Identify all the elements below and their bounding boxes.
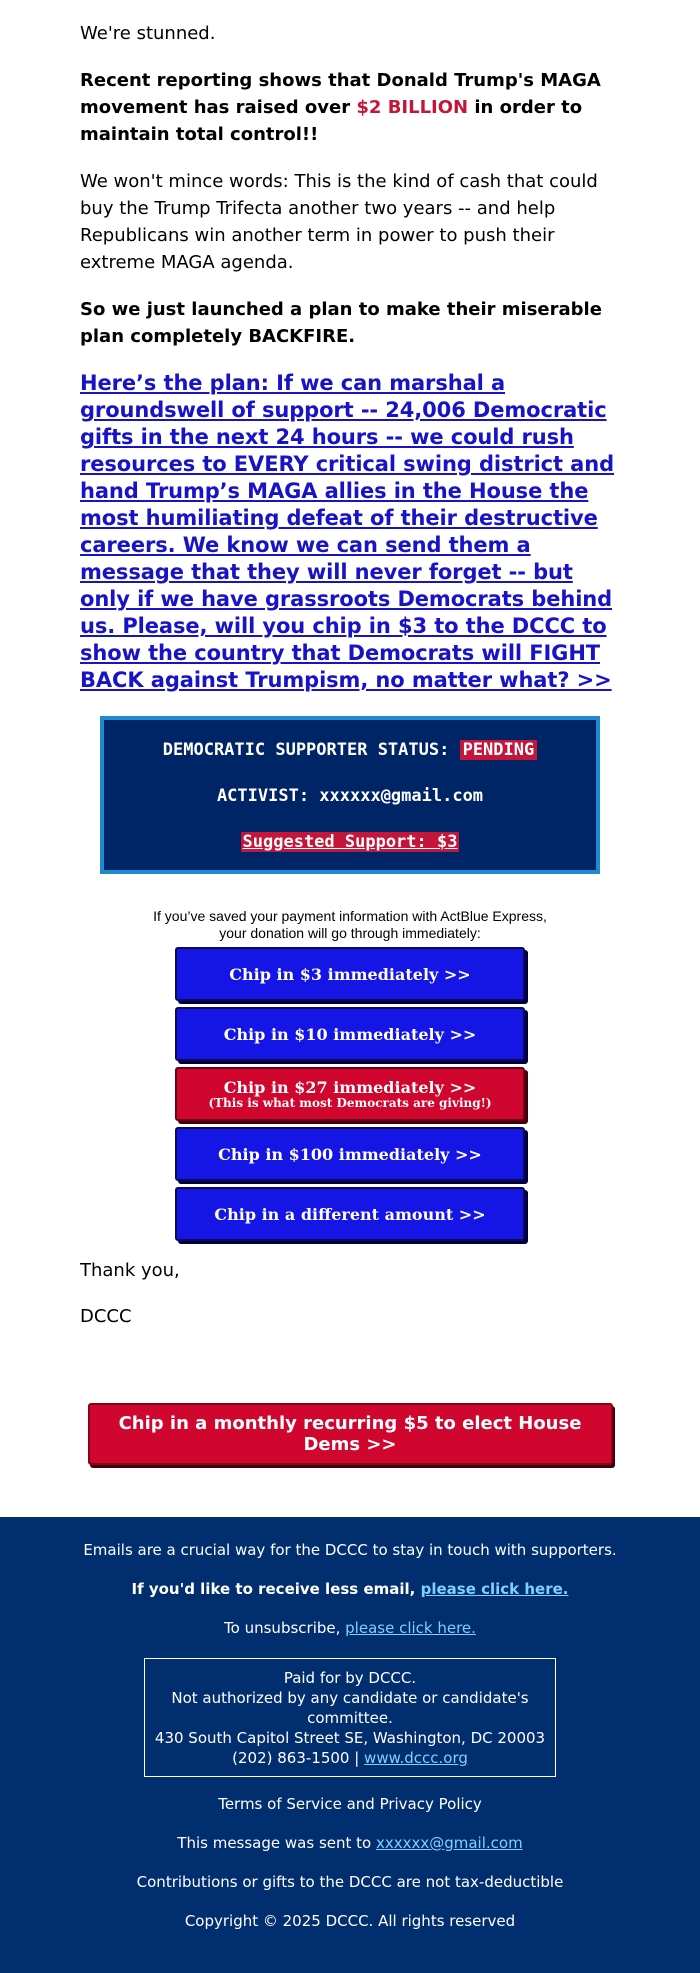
reporting-paragraph	[80, 67, 620, 148]
intro-line: We're stunned.	[80, 23, 216, 44]
chip-other-button[interactable]	[175, 1187, 525, 1241]
amount-highlight: $2 BILLION	[356, 97, 469, 118]
address: 430 South Capitol Street SE, Washington, DC 20003	[154, 1729, 546, 1747]
not-authorized: Not authorized by any candidate or candidate's committee.	[171, 1689, 529, 1727]
activist-line: ACTIVIST: xxxxxx@gmail.com	[216, 786, 484, 806]
chip-100-button[interactable]	[175, 1127, 525, 1181]
chip-3-label: Chip in $3 immediately >>	[229, 964, 471, 984]
signoff	[80, 1257, 620, 1330]
footer-intro: Emails are a crucial way for the DCCC to stay in touch with supporters.	[83, 1541, 617, 1559]
signoff-name: DCCC	[80, 1306, 132, 1327]
actblue-note-line1: If you’ve saved your payment information with ActBlue Express,	[153, 908, 547, 924]
unsubscribe-text: To unsubscribe,	[224, 1619, 346, 1637]
status-label: DEMOCRATIC SUPPORTER STATUS:	[162, 740, 460, 760]
status-line	[114, 738, 586, 762]
sent-to-text: This message was sent to	[177, 1834, 376, 1852]
phone-site-row	[151, 1748, 549, 1768]
chip-other-label: Chip in a different amount >>	[214, 1204, 486, 1224]
site-link[interactable]: www.dccc.org	[364, 1749, 468, 1767]
suggested-line	[114, 830, 586, 854]
plan-donate-link[interactable]: Here’s the plan: If we can marshal a groundswell of support -- 24,006 Democratic gifts in the next 24 hours -- we could rush resources to EVERY critical swing district and hand Trump’s MAGA allies in the House the most humiliating defeat of their destructive careers. We know we can send them a message that they will never forget -- but only if we have grassroots Democrats behind us. Please, will you chip in $3 to the DCCC to show the country that Democrats will FIGHT BACK against Trumpism, no matter what? >>	[80, 371, 615, 692]
chip-100-label: Chip in $100 immediately >>	[218, 1144, 482, 1164]
actblue-note-line2: your donation will go through immediately:	[219, 925, 481, 941]
reporting-text-a: Recent reporting shows that Donald Trump's MAGA movement has raised over	[80, 70, 601, 118]
recurring-section	[0, 1349, 700, 1517]
chip-3-button[interactable]	[175, 947, 525, 1001]
chip-27-sublabel: (This is what most Democrats are giving!)	[208, 1096, 492, 1110]
sent-to-row	[60, 1834, 640, 1853]
recurring-donation-button[interactable]: Chip in a monthly recurring $5 to elect House Dems >>	[88, 1403, 613, 1465]
supporter-status-box[interactable]	[100, 716, 600, 874]
less-email-link[interactable]: please click here.	[420, 1580, 569, 1598]
copyright: Copyright © 2025 DCCC. All rights reserved	[184, 1912, 516, 1930]
plan-intro-paragraph: So we just launched a plan to make their miserable plan completely BACKFIRE.	[80, 299, 602, 347]
sent-to-email-link[interactable]: xxxxxx@gmail.com	[375, 1834, 523, 1852]
terms-link[interactable]: Terms of Service and Privacy Policy	[218, 1795, 482, 1813]
tax-note: Contributions or gifts to the DCCC are not tax-deductible	[136, 1873, 564, 1891]
paid-for-box	[144, 1658, 556, 1777]
unsubscribe-row	[60, 1619, 640, 1638]
actblue-note	[80, 908, 620, 942]
donation-buttons	[175, 947, 525, 1241]
status-pending-badge: PENDING	[460, 740, 538, 760]
less-email-text: If you'd like to receive less email,	[131, 1580, 421, 1598]
phone: (202) 863-1500 |	[232, 1749, 365, 1767]
cash-paragraph: We won't mince words: This is the kind of cash that could buy the Trump Trifecta another two years -- and help Republicans win another term in power to push their extreme MAGA agenda.	[80, 171, 598, 273]
signoff-thanks: Thank you,	[80, 1260, 180, 1281]
chip-27-label: Chip in $27 immediately >>	[223, 1078, 477, 1097]
footer	[0, 1517, 700, 1973]
paid-by: Paid for by DCCC.	[283, 1669, 417, 1687]
chip-27-button[interactable]	[175, 1067, 525, 1121]
reporting-text-b: in order to maintain total control!!	[80, 97, 583, 145]
less-email-row	[60, 1580, 640, 1599]
unsubscribe-link[interactable]: please click here.	[345, 1619, 476, 1637]
chip-10-button[interactable]	[175, 1007, 525, 1061]
chip-10-label: Chip in $10 immediately >>	[223, 1024, 477, 1044]
suggested-support-link[interactable]: Suggested Support: $3	[242, 832, 458, 852]
